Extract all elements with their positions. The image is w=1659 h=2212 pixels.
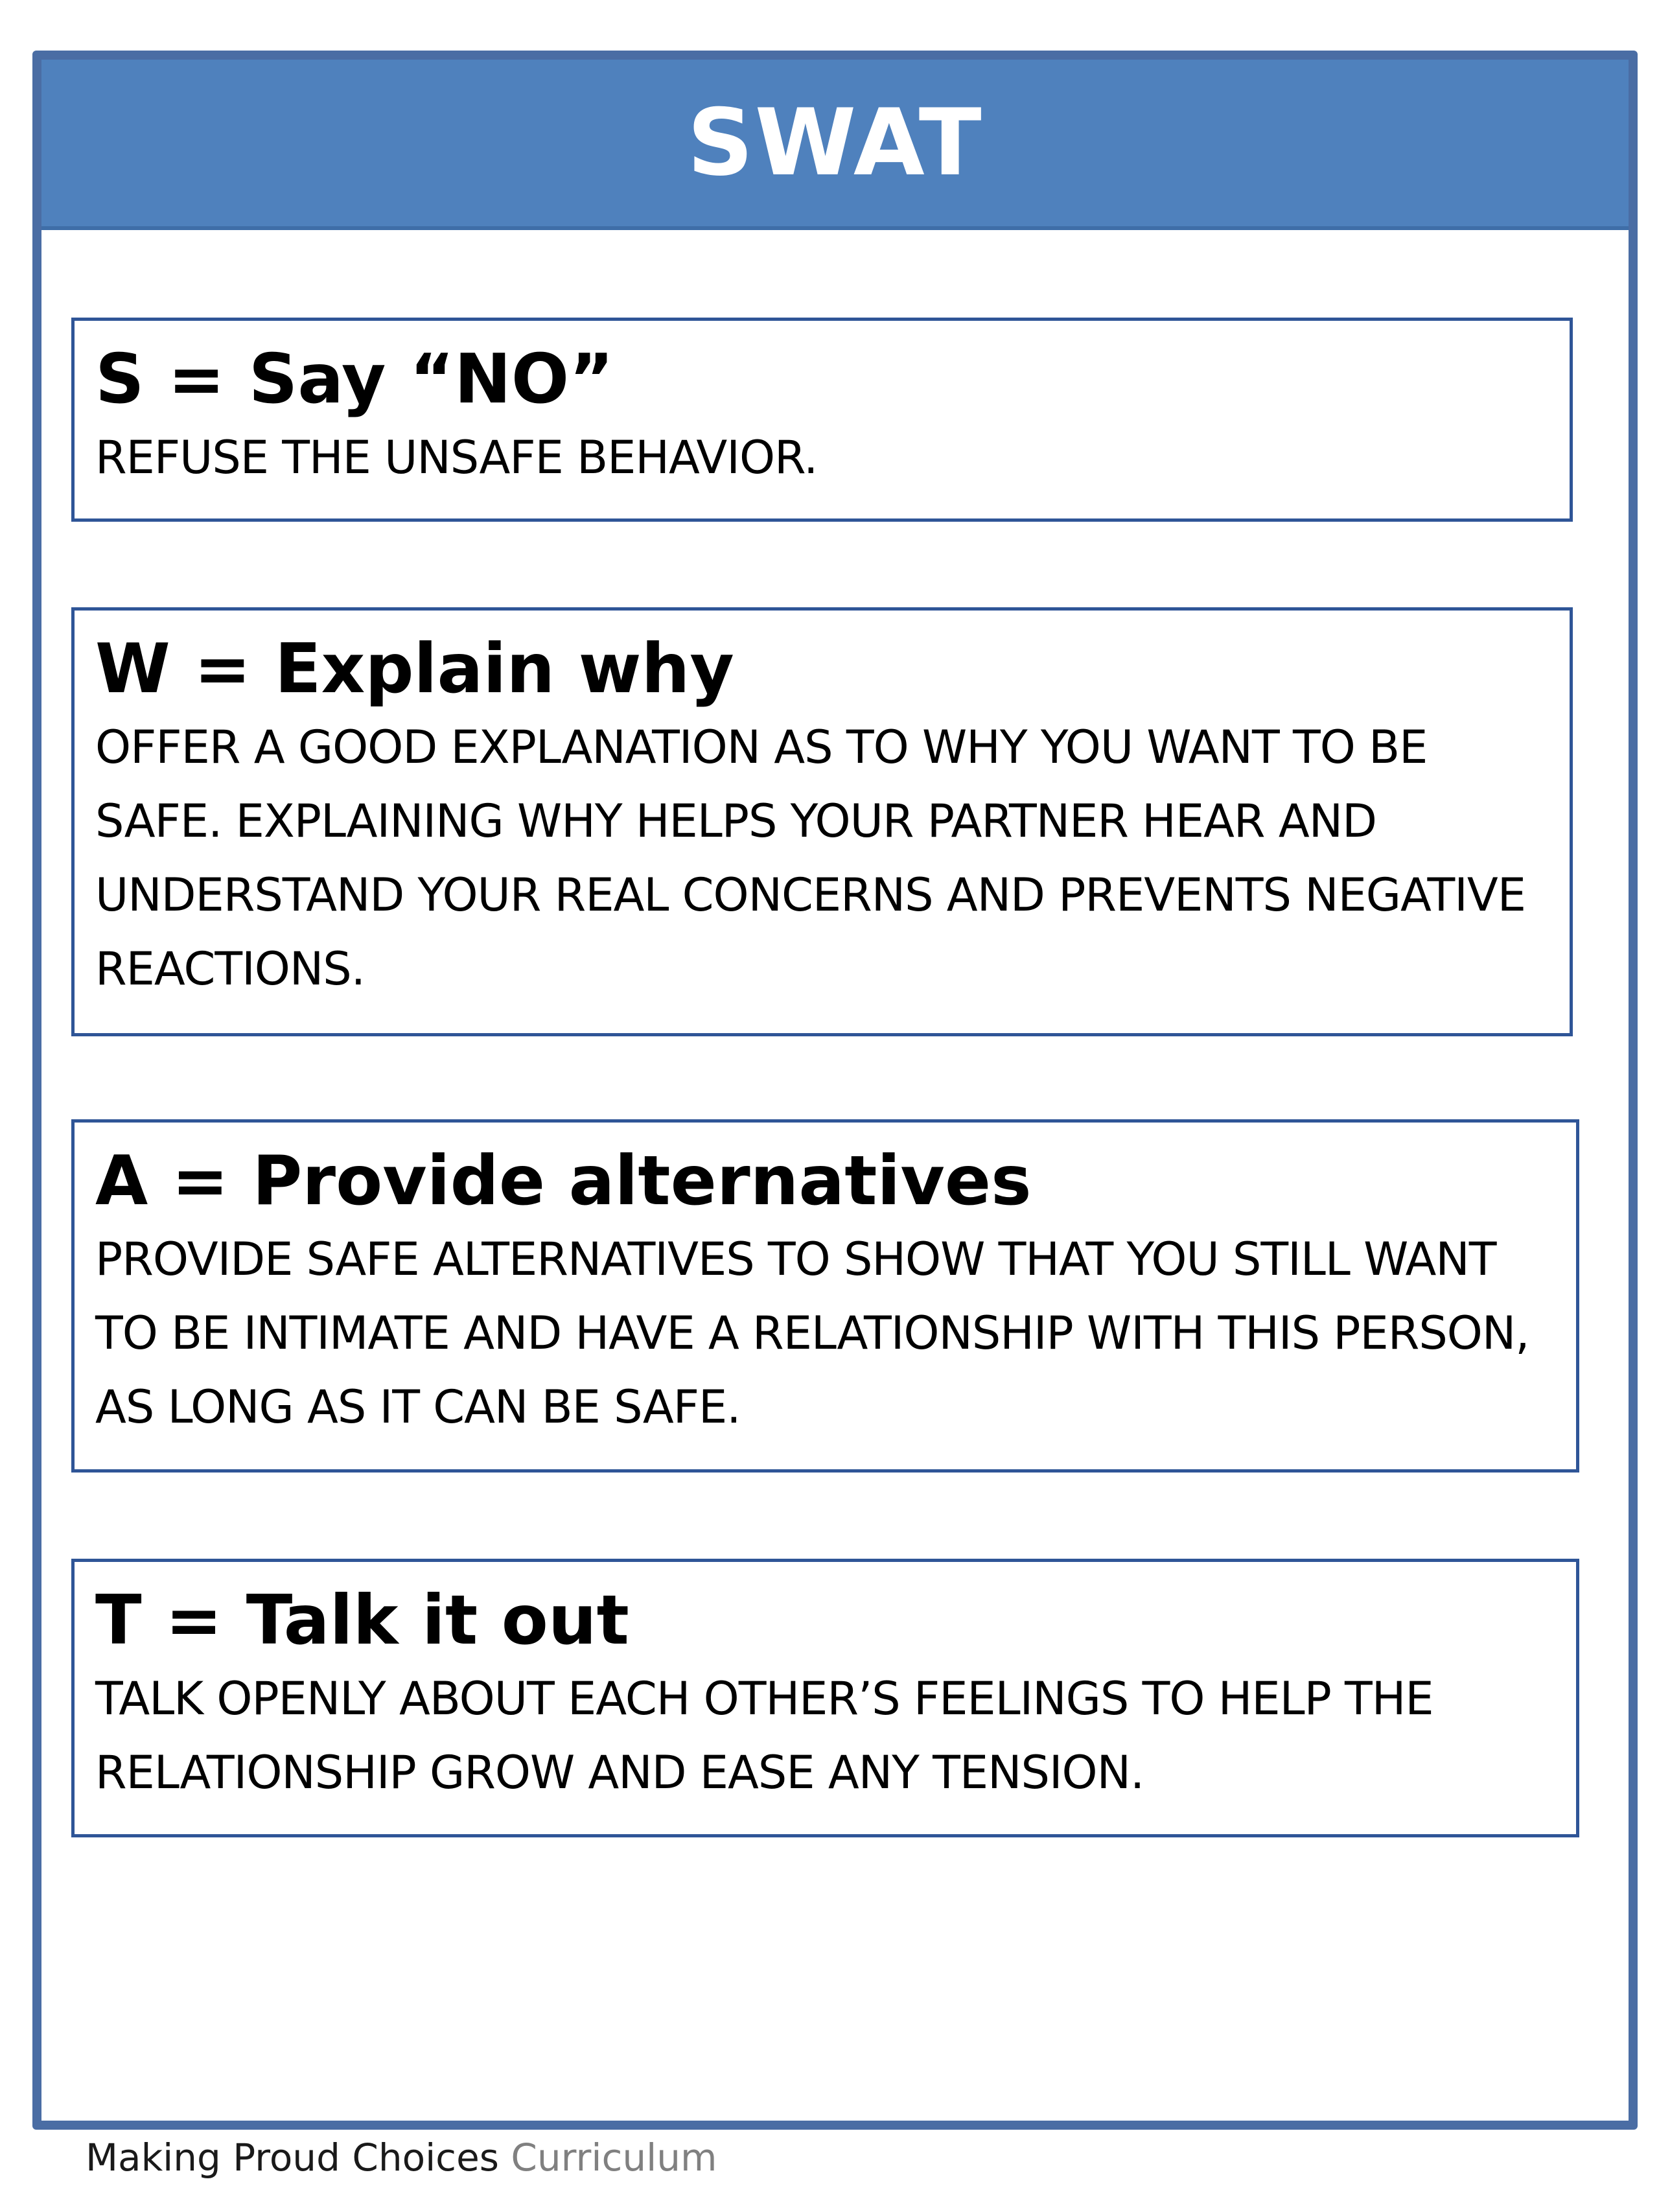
footer-main-text: Making Proud Choices [86, 2136, 499, 2180]
section-text: OFFER A GOOD EXPLANATION AS TO WHY YOU WANT TO BE SAFE. EXPLAINING WHY HELPS YOUR PARTNER HEAR AND UNDERSTAND YOUR REAL CONCERNS AND PREVENTS NEGATIVE REACTIONS. [95, 720, 1526, 995]
section-explain-why [71, 607, 1573, 1036]
section-heading: S = Say “NO” [95, 340, 614, 419]
section-heading: T = Talk it out [95, 1581, 629, 1660]
section-heading: A = Provide alternatives [95, 1141, 1032, 1220]
section-heading: W = Explain why [95, 629, 734, 708]
section-text: TALK OPENLY ABOUT EACH OTHER’S FEELINGS TO HELP THE RELATIONSHIP GROW AND EASE ANY TENSION. [95, 1671, 1433, 1799]
section-talk-it-out [71, 1559, 1579, 1837]
header-banner [41, 60, 1629, 230]
section-text: PROVIDE SAFE ALTERNATIVES TO SHOW THAT YOU STILL WANT TO BE INTIMATE AND HAVE A RELATIONSHIP WITH THIS PERSON, AS LONG AS IT CAN BE SAFE. [95, 1232, 1529, 1434]
section-provide-alternatives [71, 1119, 1579, 1473]
footer-credit [86, 2136, 717, 2180]
section-say-no [71, 318, 1573, 522]
page-title: SWAT [687, 89, 983, 196]
footer-sub-text: Curriculum [511, 2136, 717, 2180]
swat-card [32, 51, 1638, 2130]
section-text: REFUSE THE UNSAFE BEHAVIOR. [95, 430, 818, 484]
